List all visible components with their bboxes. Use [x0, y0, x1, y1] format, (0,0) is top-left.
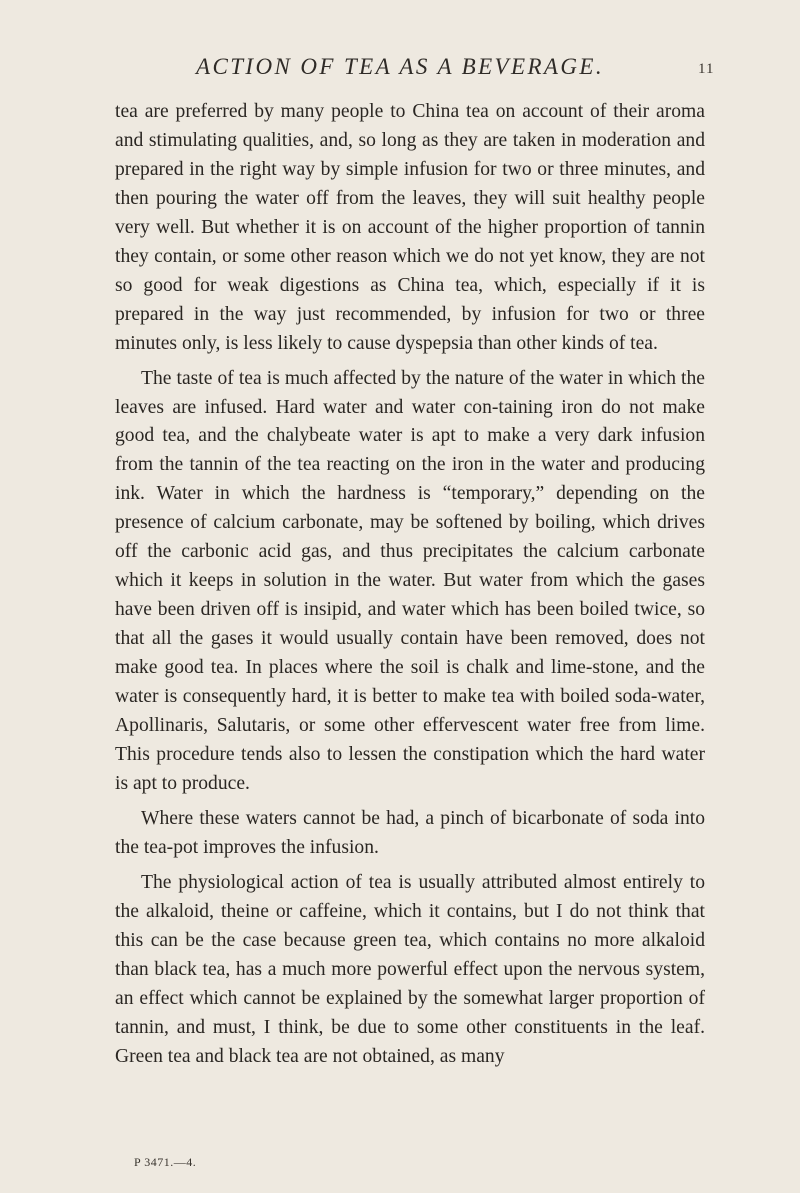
- printer-signature: P 3471.—4.: [134, 1155, 197, 1169]
- paragraph: The physiological action of tea is usually attributed almost entirely to the alkaloid, theine or caffeine, which it contains, but I do not think that this can be the case because green tea, which contains no more alkaloid than black tea, has a much more powerful effect upon the nervous system, an effect which cannot be explained by the somewhat larger proportion of tannin, and must, I think, be due to some other constituents in the leaf. Green tea and black tea are not obtained, as many: [115, 871, 705, 1067]
- paragraph: The taste of tea is much affected by the nature of the water in which the leaves are infused. Hard water and water con-taining iron do not make good tea, and the chalybeate water is apt to make a very dark infusion from the tannin of the tea reacting on the iron in the water and producing ink. Water in which the hardness is “temporary,” depending on the presence of calcium carbonate, may be softened by boiling, which drives off the carbonic acid gas, and thus precipitates the calcium carbonate which it keeps in solution in the water. But water from which the gases have been driven off is insipid, and water which has been boiled twice, so that all the gases it would usually contain have been removed, does not make good tea. In places where the soil is chalk and lime-stone, and the water is consequently hard, it is better to make tea with boiled soda-water, Apollinaris, Salutaris, or some other effervescent water free from lime. This procedure tends also to lessen the constipation which the hard water is apt to produce.: [115, 367, 705, 794]
- page-number: 11: [698, 61, 715, 77]
- paragraph: tea are preferred by many people to China tea on account of their aroma and stimulating qualities, and, so long as they are taken in moderation and prepared in the right way by simple infusion for two or three minutes, and then pouring the water off from the leaves, they will suit healthy people very well. But whether it is on account of the higher proportion of tannin they contain, or some other reason which we do not yet know, they are not so good for weak digestions as China tea, which, especially if it is prepared in the way just recommended, by infusion for two or three minutes only, is less likely to cause dyspepsia than other kinds of tea.: [115, 101, 705, 354]
- body-text: [115, 98, 705, 1077]
- paragraph: Where these waters cannot be had, a pinch of bicarbonate of soda into the tea-pot improves the infusion.: [115, 807, 705, 858]
- page-header: [0, 54, 800, 90]
- running-head: ACTION OF TEA AS A BEVERAGE.: [196, 54, 604, 79]
